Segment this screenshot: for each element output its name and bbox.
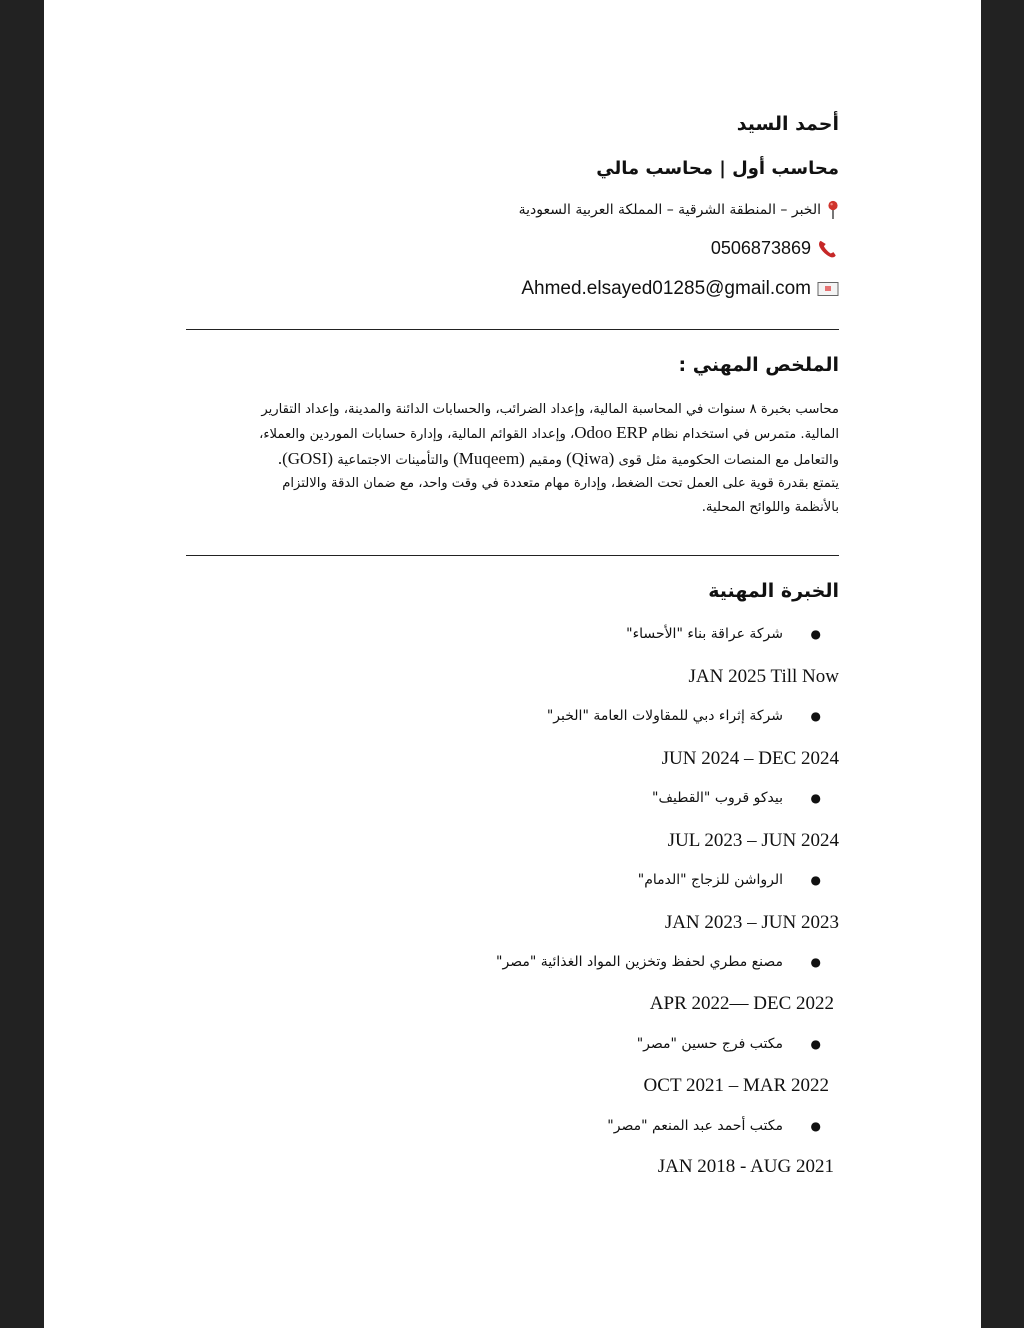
envelope-icon	[817, 281, 839, 297]
resume-content	[186, 0, 839, 1328]
bullet-icon: ●	[810, 791, 821, 805]
experience-company: مكتب أحمد عبد المنعم "مصر"	[607, 1118, 783, 1134]
experience-company: مصنع مطري لحفظ وتخزين المواد الغذائية "مصر"	[496, 954, 783, 970]
experience-company: بيدكو قروب "القطيف"	[652, 790, 783, 806]
summary-line: بالأنظمة واللوائح المحلية.	[701, 499, 839, 515]
document-page	[44, 0, 981, 1328]
summary-paragraph	[186, 398, 839, 519]
experience-date: APR 2022— DEC 2022	[649, 993, 834, 1014]
experience-date: JUL 2023 – JUN 2024	[667, 830, 839, 851]
contact-phone	[711, 238, 839, 259]
candidate-name: أحمد السيد	[736, 113, 839, 135]
phone-number[interactable]: 0506873869	[710, 238, 811, 258]
contact-location	[519, 200, 839, 220]
bullet-icon: ●	[810, 709, 821, 723]
experience-heading: الخبرة المهنية	[708, 580, 839, 602]
divider-top	[186, 329, 839, 330]
experience-company: الرواشن للزجاج "الدمام"	[637, 872, 783, 888]
bullet-icon: ●	[810, 873, 821, 887]
summary-line: والتعامل مع المنصات الحكومية مثل قوى (Qiwa) ومقيم (Muqeem) والتأمينات الاجتماعية (GOSI).	[277, 448, 839, 468]
divider-middle	[186, 555, 839, 556]
experience-company: شركة إثراء دبي للمقاولات العامة "الخبر"	[546, 708, 783, 724]
experience-date: JAN 2018 - AUG 2021	[657, 1156, 834, 1177]
summary-heading: الملخص المهني :	[678, 354, 839, 376]
pin-icon	[827, 200, 839, 220]
experience-date: JAN 2025 Till Now	[688, 666, 839, 687]
bullet-icon: ●	[810, 1119, 821, 1133]
experience-company: مكتب فرج حسين "مصر"	[636, 1036, 783, 1052]
experience-date: OCT 2021 – MAR 2022	[643, 1075, 829, 1096]
job-title: محاسب أول | محاسب مالي	[596, 158, 839, 179]
phone-icon	[817, 239, 839, 259]
experience-date: JAN 2023 – JUN 2023	[664, 912, 839, 933]
summary-line: المالية. متمرس في استخدام نظام Odoo ERP، وإعداد القوائم المالية، وإدارة حسابات الموردين والعملاء،	[259, 423, 839, 443]
bullet-icon: ●	[810, 955, 821, 969]
summary-line: يتمتع بقدرة قوية على العمل تحت الضغط، وإدارة مهام متعددة في وقت واحد، مع ضمان الدقة والالتزام	[282, 476, 839, 492]
experience-company: شركة عراقة بناء "الأحساء"	[626, 626, 783, 642]
contact-email	[521, 278, 839, 300]
bullet-icon: ●	[810, 1037, 821, 1051]
bullet-icon: ●	[810, 627, 821, 641]
experience-date: JUN 2024 – DEC 2024	[661, 748, 839, 769]
summary-line: محاسب بخبرة ٨ سنوات في المحاسبة المالية، وإعداد الضرائب، والحسابات الدائنة والمدينة، وإعداد التقارير	[261, 402, 839, 417]
location-text: الخبر – المنطقة الشرقية – المملكة العربية السعودية	[518, 202, 821, 218]
email-address[interactable]: Ahmed.elsayed01285@gmail.com	[521, 278, 811, 299]
